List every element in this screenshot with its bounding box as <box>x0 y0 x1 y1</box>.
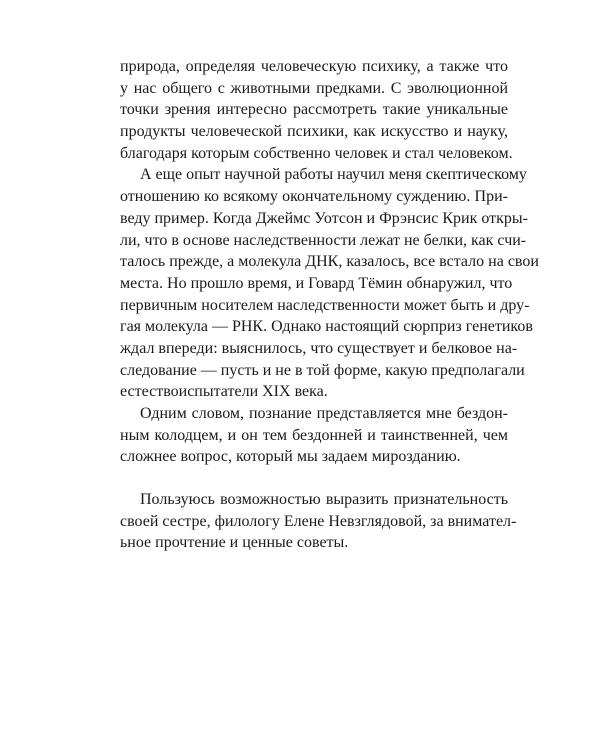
text-line: у нас общего с животными предками. С эволюционной <box>120 79 508 97</box>
text-line: ли, что в основе наследственности лежат не белки, как счи- <box>120 231 527 249</box>
text-line: веду пример. Когда Джеймс Уотсон и Фрэнсис Крик откры- <box>120 209 528 227</box>
text-line: А еще опыт научной работы научил меня скептическому <box>140 166 527 184</box>
text-line: Пользуюсь возможностью выразить признательность <box>140 491 508 509</box>
text-line: ждал впереди: выяснилось, что существует и белковое на- <box>120 339 518 357</box>
paragraph-2 <box>120 164 539 403</box>
text-line: сложнее вопрос, который мы задаем мирозданию. <box>120 448 461 466</box>
text-line: своей сестре, филологу Елене Невзглядовой, за внимател- <box>120 512 517 530</box>
text-line: Одним словом, познание представляется мне бездон- <box>140 405 508 422</box>
text-line: первичным носителем наследственности может быть и дру- <box>120 296 530 314</box>
text-line: ным колодцем, и он тем бездонней и таинственней, чем <box>120 426 508 444</box>
text-line: места. Но прошло время, и Говард Тёмин обнаружил, что <box>120 274 513 292</box>
text-line: естествоиспытатели XIX века. <box>120 383 328 401</box>
text-line: благодаря которым собственно человек и стал человеком. <box>120 144 513 162</box>
paragraph-4 <box>120 489 517 554</box>
text-line: ьное прочтение и ценные советы. <box>120 534 349 552</box>
text-line: отношению ко всякому окончательному суждению. При- <box>120 188 508 206</box>
text-line: гая молекула — РНК. Однако настоящий сюрприз генетиков <box>120 318 533 336</box>
paragraph-3 <box>120 403 508 468</box>
text-line: талось прежде, а молекула ДНК, казалось, все встало на свои <box>120 253 539 271</box>
body-text <box>120 56 539 554</box>
text-line: следование — пусть и не в той форме, какую предполагали <box>120 361 525 379</box>
text-line: точки зрения интересно рассмотреть такие уникальные <box>120 101 508 119</box>
paragraph-spacer <box>120 468 508 489</box>
text-line: продукты человеческой психики, как искусство и науку, <box>120 123 508 141</box>
text-line: природа, определяя человеческую психику, а также что <box>120 58 508 75</box>
paragraph-1 <box>120 56 513 164</box>
